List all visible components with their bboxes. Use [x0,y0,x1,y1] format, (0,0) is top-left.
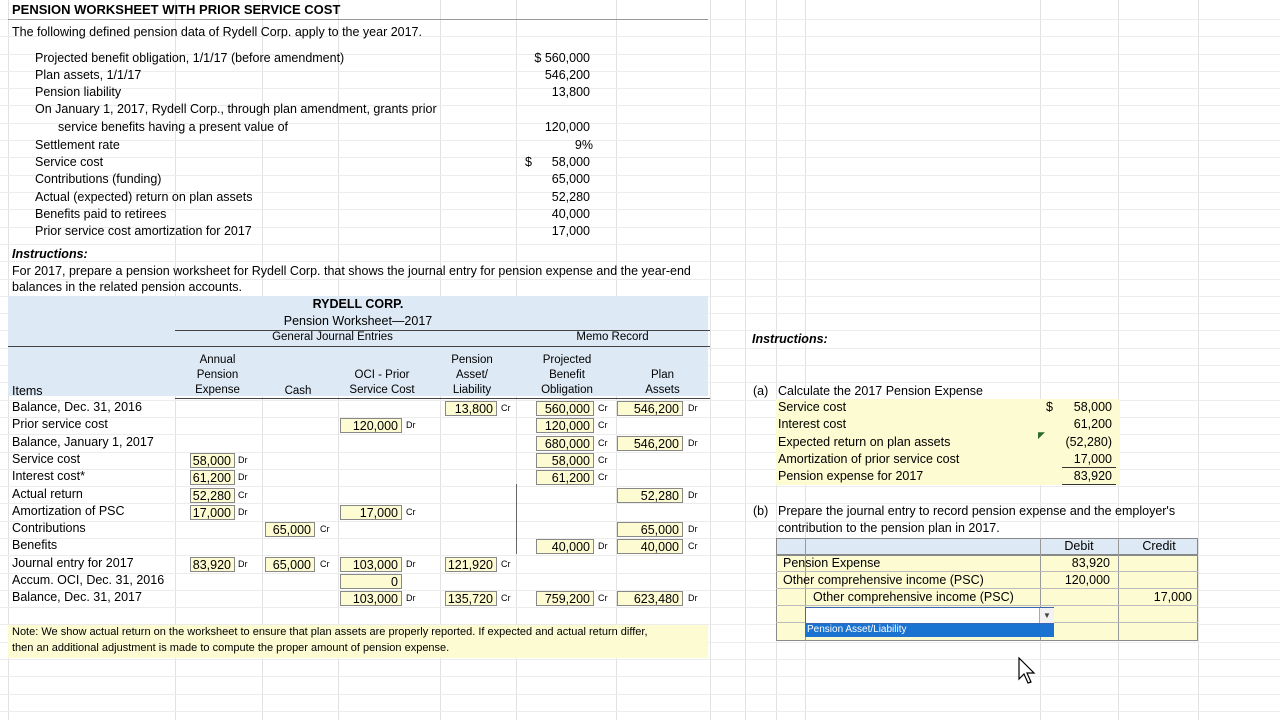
dr-cr-label: Cr [598,455,608,465]
je-account[interactable]: Other comprehensive income (PSC) [813,590,1014,604]
note-text: Note: We show actual return on the worksheet to ensure that plan assets are properly reported. If expected and actual return differ, [12,626,648,638]
account-dropdown[interactable] [805,607,1054,624]
row-item-label: Balance, Dec. 31, 2017 [12,590,142,604]
worksheet-cell-pa[interactable]: 40,000 [617,539,683,554]
worksheet-cell-pal[interactable]: 13,800 [445,401,497,416]
mouse-cursor-icon [1017,657,1039,687]
currency-sign: $ [525,155,532,169]
worksheet-cell-pbo[interactable]: 40,000 [536,539,594,554]
sheet-title: PENSION WORKSHEET WITH PRIOR SERVICE COST [12,2,341,17]
dr-cr-label: Dr [238,472,248,482]
dr-cr-label: Cr [320,559,330,569]
col-items: Items [12,384,43,398]
fact-value: 58,000 [551,155,590,169]
worksheet-cell-pal[interactable]: 121,920 [445,557,497,572]
dropdown-option-pension-asset-liability[interactable]: Pension Asset/Liability [805,624,1054,637]
worksheet-cell-pa[interactable]: 546,200 [617,436,683,451]
row-item-label: Amortization of PSC [12,504,125,518]
calc-label: Interest cost [778,417,847,431]
col-oci-prior-service-cost: OCI - Prior Service Cost [349,369,415,396]
je-debit[interactable]: 83,920 [1071,556,1110,570]
worksheet-cell-pbo[interactable]: 61,200 [536,470,594,485]
memo-header: Memo Record [576,331,649,343]
part-b-text: Prepare the journal entry to record pension expense and the employer's [778,504,1176,518]
worksheet-cell-pbo[interactable]: 58,000 [536,453,594,468]
worksheet-cell-pbo[interactable]: 680,000 [536,436,594,451]
dr-cr-label: Dr [406,593,416,603]
col-plan-assets: Plan Assets [645,369,680,396]
part-b-label: (b) [753,504,769,518]
note-text: then an additional adjustment is made to compute the proper amount of pension expense. [12,642,450,654]
dr-cr-label: Cr [598,420,608,430]
je-account[interactable]: Other comprehensive income (PSC) [783,573,984,587]
fact-label: Contributions (funding) [35,172,162,186]
row-item-label: Balance, January 1, 2017 [12,435,154,449]
fact-value: 40,000 [551,207,590,221]
worksheet-cell-cash[interactable]: 65,000 [265,557,315,572]
fact-label: On January 1, 2017, Rydell Corp., through plan amendment, grants prior [35,102,437,116]
dr-cr-label: Cr [598,403,608,413]
je-credit[interactable]: 17,000 [1153,590,1192,604]
part-b-text: contribution to the pension plan in 2017. [778,521,1000,535]
calc-label: Amortization of prior service cost [778,452,960,466]
worksheet-cell-ape[interactable]: 58,000 [190,453,235,468]
right-instructions-heading: Instructions: [752,332,828,346]
worksheet-cell-pa[interactable]: 65,000 [617,522,683,537]
worksheet-cell-pbo[interactable]: 560,000 [536,401,594,416]
dr-cr-label: Cr [501,593,511,603]
fact-value: 13,800 [551,85,590,99]
part-a-text: Calculate the 2017 Pension Expense [778,384,984,398]
worksheet-cell-cash[interactable]: 65,000 [265,522,315,537]
instructions-heading: Instructions: [12,247,88,261]
fact-label: service benefits having a present value of [58,120,288,134]
row-item-label: Accum. OCI, Dec. 31, 2016 [12,573,165,587]
dr-cr-label: Cr [501,403,511,413]
fact-value: 546,200 [544,68,590,82]
worksheet-cell-pbo[interactable]: 759,200 [536,591,594,606]
part-a-label: (a) [753,384,769,398]
fact-label: Service cost [35,155,104,169]
currency-sign: $ [1046,400,1053,414]
fact-value: 52,280 [551,190,590,204]
dr-cr-label: Cr [688,541,698,551]
fact-label: Actual (expected) return on plan assets [35,190,253,204]
worksheet-cell-oci[interactable]: 0 [340,574,402,589]
worksheet-cell-pa[interactable]: 52,280 [617,488,683,503]
worksheet-cell-oci[interactable]: 120,000 [340,418,402,433]
fact-value: 17,000 [551,224,590,238]
worksheet-cell-pa[interactable]: 546,200 [617,401,683,416]
dr-cr-label: Cr [501,559,511,569]
je-account[interactable]: Pension Expense [783,556,881,570]
comment-indicator: ◤ [1038,430,1045,440]
je-debit[interactable]: 120,000 [1064,573,1110,587]
fact-value: $ 560,000 [534,51,590,65]
col-projected-benefit-obligation: Projected Benefit Obligation [541,354,593,396]
je-debit-header: Debit [1064,539,1094,553]
worksheet-cell-pbo[interactable]: 120,000 [536,418,594,433]
calc-value[interactable]: 17,000 [1073,452,1112,466]
calc-value[interactable]: 58,000 [1073,400,1112,414]
col-annual-pension-expense: Annual Pension Expense [195,354,240,396]
row-item-label: Journal entry for 2017 [12,556,134,570]
fact-value: 9% [574,138,593,152]
worksheet-cell-oci[interactable]: 17,000 [340,505,402,520]
dr-cr-label: Dr [688,403,698,413]
dr-cr-label: Dr [688,490,698,500]
row-item-label: Benefits [12,538,58,552]
dr-cr-label: Dr [406,420,416,430]
dr-cr-label: Cr [238,490,248,500]
fact-label: Prior service cost amortization for 2017 [35,224,252,238]
row-item-label: Actual return [12,487,83,501]
intro-text: The following defined pension data of Rydell Corp. apply to the year 2017. [12,25,422,39]
worksheet-cell-pa[interactable]: 623,480 [617,591,683,606]
calc-value[interactable]: 83,920 [1073,469,1112,483]
dr-cr-label: Cr [598,593,608,603]
calc-label: Expected return on plan assets [778,435,951,449]
fact-value: 120,000 [544,120,590,134]
fact-label: Benefits paid to retirees [35,207,167,221]
dr-cr-label: Cr [598,438,608,448]
worksheet-cell-ape[interactable]: 52,280 [190,488,235,503]
col-cash: Cash [284,385,312,397]
dr-cr-label: Dr [688,593,698,603]
worksheet-cell-ape[interactable]: 61,200 [190,470,235,485]
gje-header: General Journal Entries [272,331,393,343]
worksheet-cell-oci[interactable]: 103,000 [340,591,402,606]
row-item-label: Service cost [12,452,81,466]
calc-label: Service cost [778,400,847,414]
dr-cr-label: Dr [238,507,248,517]
worksheet-cell-ape[interactable]: 83,920 [190,557,235,572]
fact-label: Projected benefit obligation, 1/1/17 (before amendment) [35,51,345,65]
row-item-label: Interest cost* [12,469,85,483]
instructions-text: balances in the related pension accounts. [12,280,243,294]
fact-value: 65,000 [551,172,590,186]
calc-value[interactable]: 61,200 [1073,417,1112,431]
company-name: RYDELL CORP. [312,297,404,311]
row-item-label: Balance, Dec. 31, 2016 [12,400,142,414]
dr-cr-label: Dr [238,559,248,569]
fact-label: Settlement rate [35,138,120,152]
dr-cr-label: Dr [238,455,248,465]
col-pension-asset-liability: Pension Asset/ Liability [451,354,493,396]
worksheet-cell-ape[interactable]: 17,000 [190,505,235,520]
je-credit-header: Credit [1142,539,1176,553]
worksheet-subtitle: Pension Worksheet—2017 [283,314,433,328]
calc-value[interactable]: (52,280) [1065,435,1112,449]
dr-cr-label: Cr [598,472,608,482]
fact-label: Plan assets, 1/1/17 [35,68,142,82]
fact-label: Pension liability [35,85,122,99]
calc-label: Pension expense for 2017 [778,469,924,483]
dr-cr-label: Dr [688,438,698,448]
row-item-label: Prior service cost [12,417,108,431]
dr-cr-label: Cr [406,507,416,517]
chevron-down-icon[interactable]: ▼ [1039,608,1054,623]
row-item-label: Contributions [12,521,86,535]
dr-cr-label: Dr [406,559,416,569]
worksheet-cell-pal[interactable]: 135,720 [445,591,497,606]
dr-cr-label: Dr [688,524,698,534]
dr-cr-label: Dr [598,541,608,551]
dr-cr-label: Cr [320,524,330,534]
worksheet-cell-oci[interactable]: 103,000 [340,557,402,572]
instructions-text: For 2017, prepare a pension worksheet for Rydell Corp. that shows the journal entry for pension expense and the year-end [12,264,691,278]
